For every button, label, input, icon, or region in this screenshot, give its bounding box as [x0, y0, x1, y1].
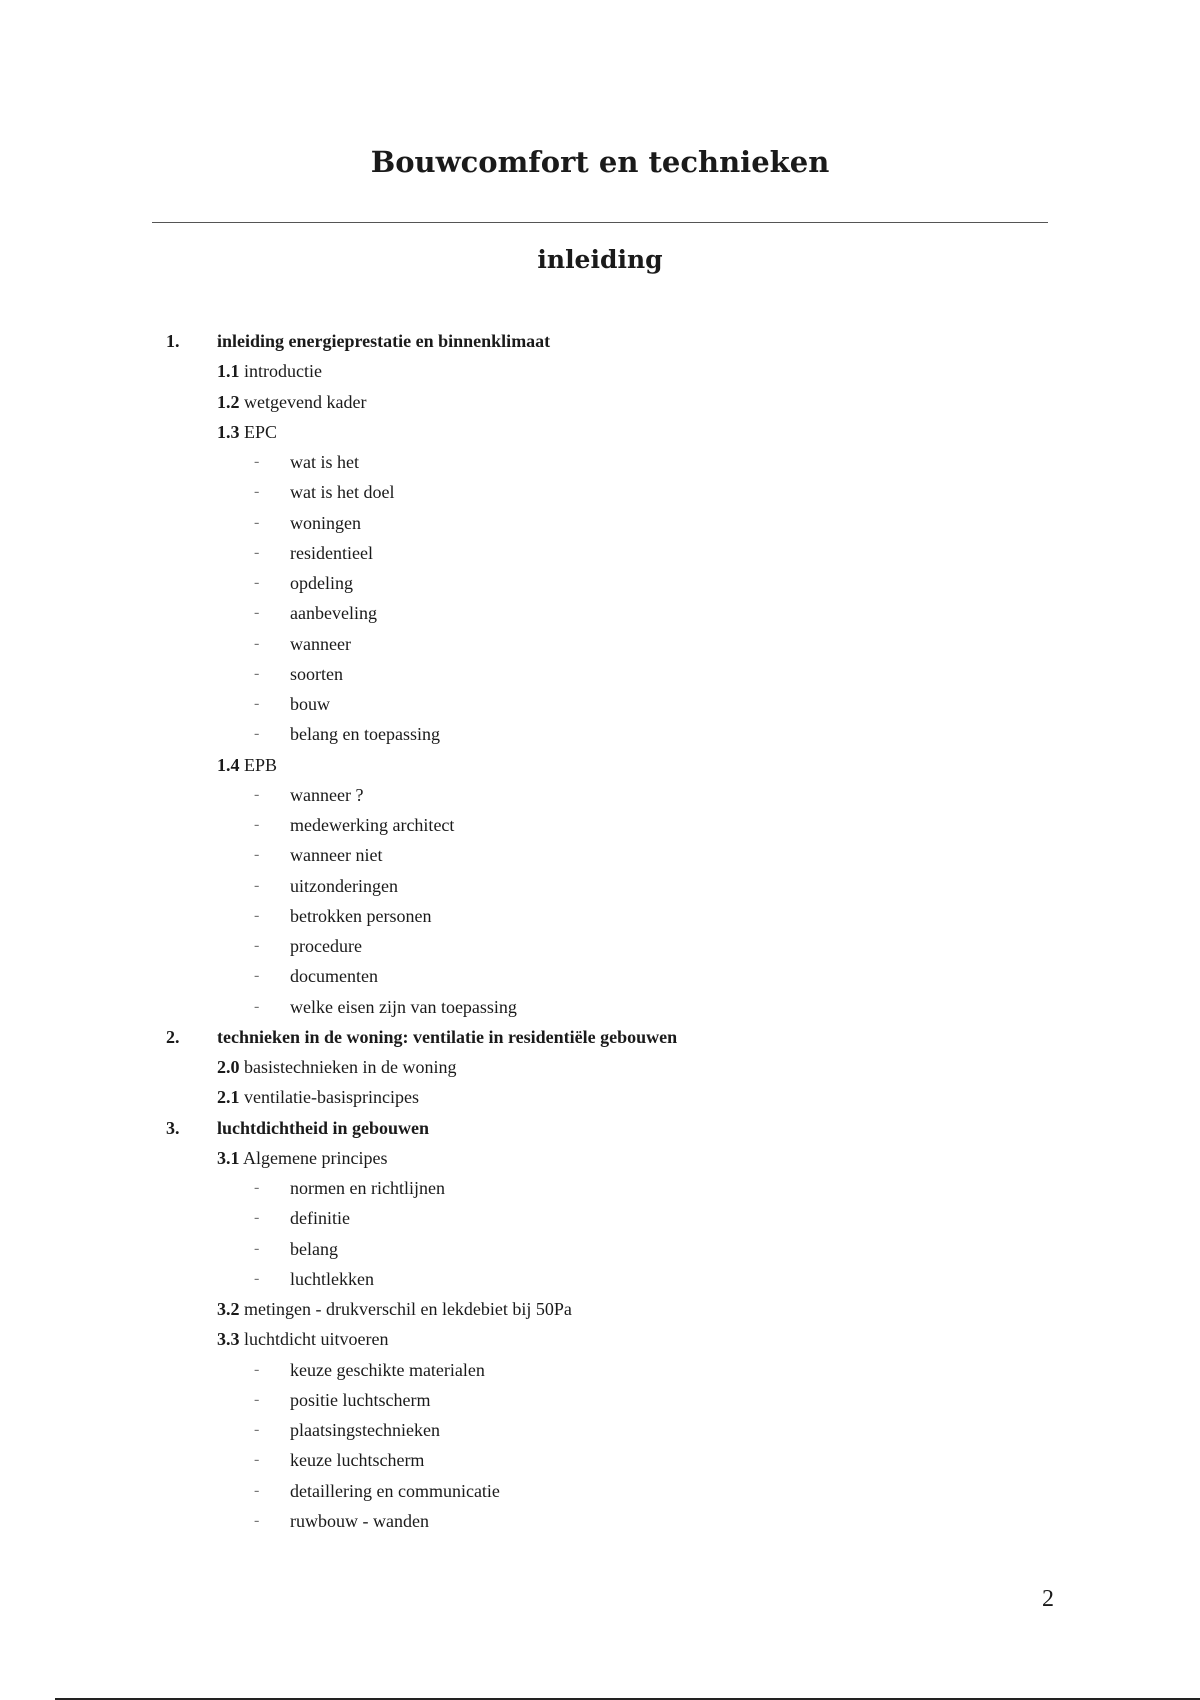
toc-bullet-row: [0, 447, 1200, 477]
bullet-item: detaillering en communicatie: [290, 1480, 500, 1501]
toc-bullet-row: [0, 1476, 1200, 1506]
page-title: Bouwcomfort en technieken: [370, 145, 830, 179]
bullet-dash-icon: -: [254, 664, 260, 682]
bullet-dash-icon: -: [254, 513, 260, 531]
section-entry: [217, 750, 277, 780]
bullet-item: medewerking architect: [290, 815, 455, 835]
toc-bullet-row: [0, 1355, 1200, 1385]
toc-bullet-row: [0, 810, 1200, 840]
table-of-contents: [0, 326, 1200, 1536]
chapter-title: luchtdichtheid in gebouwen: [217, 1117, 430, 1138]
section-title: EPC: [244, 421, 278, 442]
bullet-item: wanneer niet: [290, 845, 383, 866]
toc-bullet-row: [0, 871, 1200, 901]
toc-bullet-row: [0, 1506, 1200, 1536]
toc-bullet-row: [0, 629, 1200, 659]
chapter-number: 2.: [166, 1026, 180, 1047]
toc-bullet-row: [0, 840, 1200, 870]
toc-chapter-row: [0, 1113, 1200, 1143]
section-entry: [217, 1052, 456, 1082]
bullet-item: belang en toepassing: [290, 724, 440, 745]
toc-section-row: [0, 1294, 1200, 1324]
bullet-dash-icon: -: [254, 453, 260, 470]
bullet-dash-icon: -: [254, 574, 260, 591]
bullet-dash-icon: -: [254, 937, 260, 954]
toc-section-row: [0, 417, 1200, 447]
bullet-dash-icon: -: [254, 604, 260, 622]
bullet-item: soorten: [290, 663, 343, 684]
section-number: 2.1: [217, 1087, 240, 1108]
section-title: wetgevend kader: [244, 391, 367, 412]
toc-section-row: [0, 1143, 1200, 1173]
bullet-dash-icon: -: [254, 997, 260, 1015]
toc-bullet-row: [0, 689, 1200, 719]
chapter-title: technieken in de woning: ventilatie in residentiële gebouwen: [217, 1026, 678, 1047]
chapter-number: 1.: [166, 331, 180, 351]
bullet-dash-icon: -: [254, 695, 260, 712]
toc-bullet-row: [0, 1385, 1200, 1415]
page-number: 2: [1042, 1586, 1054, 1612]
bullet-dash-icon: -: [254, 1451, 260, 1469]
bullet-dash-icon: -: [254, 876, 260, 894]
toc-bullet-row: [0, 508, 1200, 538]
section-entry: [217, 1143, 387, 1173]
bullet-dash-icon: -: [254, 846, 260, 864]
bullet-item: keuze luchtscherm: [290, 1450, 425, 1471]
section-heading: inleiding: [537, 245, 663, 274]
section-entry: [217, 1082, 419, 1112]
section-entry: [217, 1294, 572, 1324]
section-number: 1.2: [217, 391, 240, 412]
bullet-item: normen en richtlijnen: [290, 1178, 445, 1198]
toc-bullet-row: [0, 719, 1200, 749]
toc-bullet-row: [0, 901, 1200, 931]
section-entry: [217, 417, 277, 447]
section-title: EPB: [244, 754, 278, 775]
toc-section-row: [0, 387, 1200, 417]
toc-section-row: [0, 1324, 1200, 1354]
toc-section-row: [0, 750, 1200, 780]
bullet-item: positie luchtscherm: [290, 1389, 431, 1410]
bullet-dash-icon: -: [254, 1360, 260, 1378]
toc-bullet-row: [0, 1203, 1200, 1233]
section-entry: [217, 356, 322, 386]
bullet-dash-icon: -: [254, 1179, 260, 1196]
section-title: Algemene principes: [243, 1147, 388, 1168]
section-number: 1.3: [217, 421, 240, 442]
bullet-item: luchtlekken: [290, 1268, 374, 1289]
chapter-title: inleiding energieprestatie en binnenklimaat: [217, 331, 551, 351]
section-number: 1.1: [217, 361, 240, 382]
bullet-dash-icon: -: [254, 816, 260, 833]
bullet-item: residentieel: [290, 542, 373, 563]
toc-bullet-row: [0, 598, 1200, 628]
section-number: 3.3: [217, 1329, 240, 1350]
toc-bullet-row: [0, 1445, 1200, 1475]
bullet-dash-icon: -: [254, 543, 260, 561]
section-title: basistechnieken in de woning: [244, 1057, 457, 1077]
bullet-item: plaatsingstechnieken: [290, 1420, 440, 1440]
section-entry: [217, 387, 366, 417]
bullet-item: keuze geschikte materialen: [290, 1359, 485, 1380]
section-entry: [217, 1324, 388, 1354]
toc-bullet-row: [0, 659, 1200, 689]
section-title: introductie: [244, 361, 322, 382]
bullet-dash-icon: -: [254, 1390, 260, 1408]
section-number: 3.1: [217, 1147, 240, 1168]
bullet-item: wanneer ?: [290, 784, 364, 805]
bullet-dash-icon: -: [254, 1481, 260, 1499]
bullet-item: wanneer: [290, 633, 351, 654]
section-number: 3.2: [217, 1299, 240, 1319]
bullet-dash-icon: -: [254, 785, 260, 803]
bullet-item: betrokken personen: [290, 905, 432, 926]
toc-section-row: [0, 1082, 1200, 1112]
bullet-item: wat is het: [290, 452, 359, 472]
bullet-dash-icon: -: [254, 906, 260, 924]
section-number: 1.4: [217, 754, 240, 775]
bullet-item: welke eisen zijn van toepassing: [290, 996, 517, 1017]
bullet-dash-icon: -: [254, 1239, 260, 1257]
bullet-dash-icon: -: [254, 967, 260, 985]
toc-chapter-row: [0, 1022, 1200, 1052]
bullet-item: belang: [290, 1238, 338, 1259]
title-divider: [152, 222, 1048, 223]
bullet-dash-icon: -: [254, 1209, 260, 1227]
bullet-item: uitzonderingen: [290, 875, 398, 896]
toc-bullet-row: [0, 1415, 1200, 1445]
bullet-dash-icon: -: [254, 634, 260, 652]
section-title: luchtdicht uitvoeren: [244, 1329, 389, 1350]
bullet-item: woningen: [290, 512, 361, 533]
bullet-dash-icon: -: [254, 483, 260, 501]
toc-bullet-row: [0, 1173, 1200, 1203]
bullet-item: documenten: [290, 966, 378, 987]
bullet-dash-icon: -: [254, 1511, 260, 1529]
chapter-number: 3.: [166, 1117, 180, 1138]
toc-section-row: [0, 356, 1200, 386]
toc-bullet-row: [0, 1264, 1200, 1294]
section-title: metingen - drukverschil en lekdebiet bij 50Pa: [244, 1299, 572, 1319]
bullet-dash-icon: -: [254, 1421, 260, 1438]
bullet-item: wat is het doel: [290, 482, 395, 503]
bullet-item: ruwbouw - wanden: [290, 1510, 429, 1531]
bullet-item: aanbeveling: [290, 603, 377, 624]
bullet-dash-icon: -: [254, 725, 260, 743]
toc-section-row: [0, 1052, 1200, 1082]
toc-bullet-row: [0, 931, 1200, 961]
toc-bullet-row: [0, 961, 1200, 991]
toc-bullet-row: [0, 992, 1200, 1022]
toc-bullet-row: [0, 780, 1200, 810]
bullet-dash-icon: -: [254, 1269, 260, 1287]
toc-bullet-row: [0, 538, 1200, 568]
toc-bullet-row: [0, 1234, 1200, 1264]
bullet-item: definitie: [290, 1208, 350, 1229]
section-number: 2.0: [217, 1057, 240, 1077]
bullet-item: opdeling: [290, 573, 353, 593]
toc-chapter-row: [0, 326, 1200, 356]
bullet-item: bouw: [290, 694, 330, 714]
section-title: ventilatie-basisprincipes: [244, 1087, 419, 1108]
toc-bullet-row: [0, 477, 1200, 507]
bullet-item: procedure: [290, 936, 362, 956]
toc-bullet-row: [0, 568, 1200, 598]
